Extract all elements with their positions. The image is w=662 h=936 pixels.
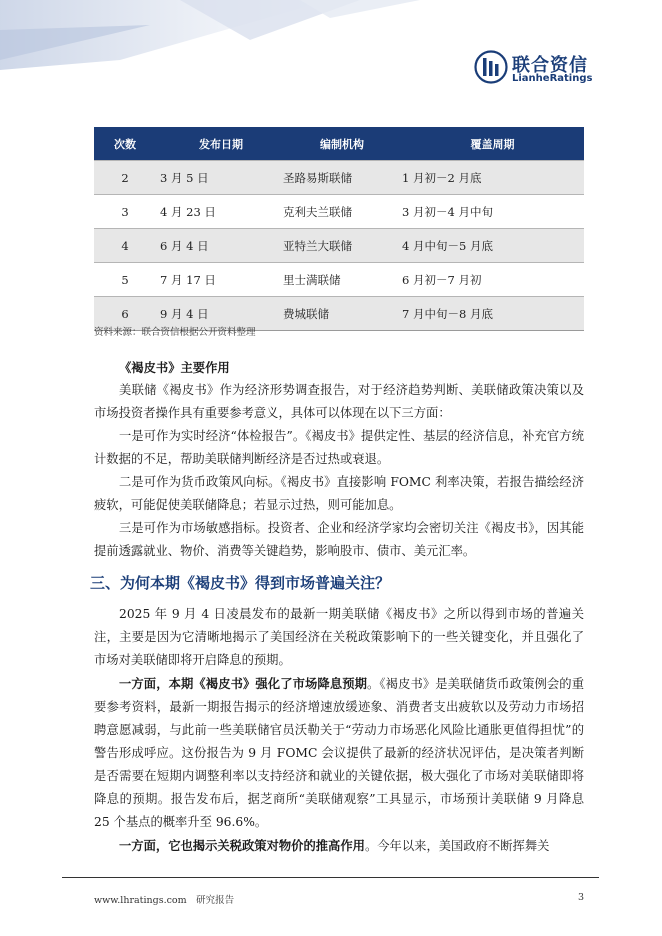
table-cell: 7 月 17 日 [156, 263, 283, 297]
paragraph [94, 834, 584, 858]
brand-logo [474, 50, 594, 88]
subheading: 《褐皮书》主要作用 [119, 360, 230, 375]
logo-mark-icon [474, 50, 508, 84]
table-header-row [94, 127, 584, 161]
table-cell: 亚特兰大联储 [283, 229, 402, 263]
table-cell: 4 月 23 日 [156, 195, 283, 229]
table-cell: 3 [94, 195, 156, 229]
beige-book-schedule-table [94, 127, 584, 331]
footer-divider [62, 877, 599, 878]
paragraph: 二是可作为货币政策风向标。《褐皮书》直接影响 FOMC 利率决策，若报告描绘经济疲软，可能促使美联储降息；若显示过热，则可能加息。 [94, 475, 584, 512]
report-body [90, 356, 584, 858]
table-header-cell: 发布日期 [156, 127, 283, 161]
logo-english-name: LianheRatings [512, 73, 593, 84]
table-cell: 3 月初－4 月中旬 [402, 195, 584, 229]
paragraph-text: 。今年以来，美国政府不断挥舞关 [364, 839, 550, 853]
footer-site-label: www.lhratings.com 研究报告 [94, 895, 235, 906]
table-header-cell: 次数 [94, 127, 156, 161]
paragraph: 三是可作为市场敏感指标。投资者、企业和经济学家均会密切关注《褐皮书》，因其能提前透露就业、物价、消费等关键趋势，影响股市、债市、美元汇率。 [94, 521, 584, 558]
table-cell: 9 月 4 日 [156, 297, 283, 331]
table-row [94, 161, 584, 195]
table-header-cell: 覆盖周期 [402, 127, 584, 161]
table-cell: 4 月中旬－5 月底 [402, 229, 584, 263]
table-row [94, 263, 584, 297]
paragraph: 2025 年 9 月 4 日凌晨发布的最新一期美联储《褐皮书》之所以得到市场的普遍关注，主要是因为它清晰地揭示了美国经济在关税政策影响下的一些关键变化，并且强化了市场对美联储即将开启降息的预期。 [94, 607, 584, 667]
paragraph-lead: 一方面，本期《褐皮书》强化了市场降息预期 [119, 676, 368, 691]
paragraph: 美联储《褐皮书》作为经济形势调查报告，对于经济趋势判断、美联储政策决策以及市场投资者操作具有重要参考意义，具体可以体现在以下三方面： [94, 383, 584, 420]
page-number: 3 [578, 892, 585, 903]
table-cell: 6 月初－7 月初 [402, 263, 584, 297]
table-row [94, 195, 584, 229]
table-cell: 2 [94, 161, 156, 195]
table-cell: 里士满联储 [283, 263, 402, 297]
table-cell: 克利夫兰联储 [283, 195, 402, 229]
table-cell: 费城联储 [283, 297, 402, 331]
table-cell: 1 月初－2 月底 [402, 161, 584, 195]
table-cell: 5 [94, 263, 156, 297]
section-title: 三、为何本期《褐皮书》得到市场普遍关注？ [90, 574, 391, 592]
paragraph-lead: 一方面，它也揭示关税政策对物价的推高作用 [119, 838, 365, 853]
logo-chinese-name: 联合资信 [512, 55, 588, 76]
table-source-note: 资料来源：联合资信根据公开资料整理 [94, 327, 256, 338]
table-header-cell: 编制机构 [283, 127, 402, 161]
table-cell: 4 [94, 229, 156, 263]
table-cell: 圣路易斯联储 [283, 161, 402, 195]
table-cell: 6 月 4 日 [156, 229, 283, 263]
table-row [94, 229, 584, 263]
table-cell: 3 月 5 日 [156, 161, 283, 195]
table-cell: 6 [94, 297, 156, 331]
table-cell: 7 月中旬－8 月底 [402, 297, 584, 331]
paragraph-text: 。《褐皮书》是美联储货币政策例会的重要参考资料，最新一期报告揭示的经济增速放缓迹象、消费者支出疲软以及劳动力市场招聘意愿减弱，与此前一些美联储官员沃勒关于“劳动力市场恶化风险比通胀更值得担忧”的警告形成呼应。这份报告为 9 月 FOMC 会议提供了最新的经济状况评估，是决策者判断是否需要在短期内调整利率以支持经济和就业的关键依据，极大强化了市场对美联储即将降息的预期。报告发布后，据芝商所“美联储观察”工具显示，市场预计美联储 9 月降息 25 个基点的概率升至 96.6%。 [94, 677, 584, 829]
paragraph [94, 672, 584, 834]
paragraph: 一是可作为实时经济“体检报告”。《褐皮书》提供定性、基层的经济信息，补充官方统计数据的不足，帮助美联储判断经济是否过热或衰退。 [94, 429, 584, 466]
